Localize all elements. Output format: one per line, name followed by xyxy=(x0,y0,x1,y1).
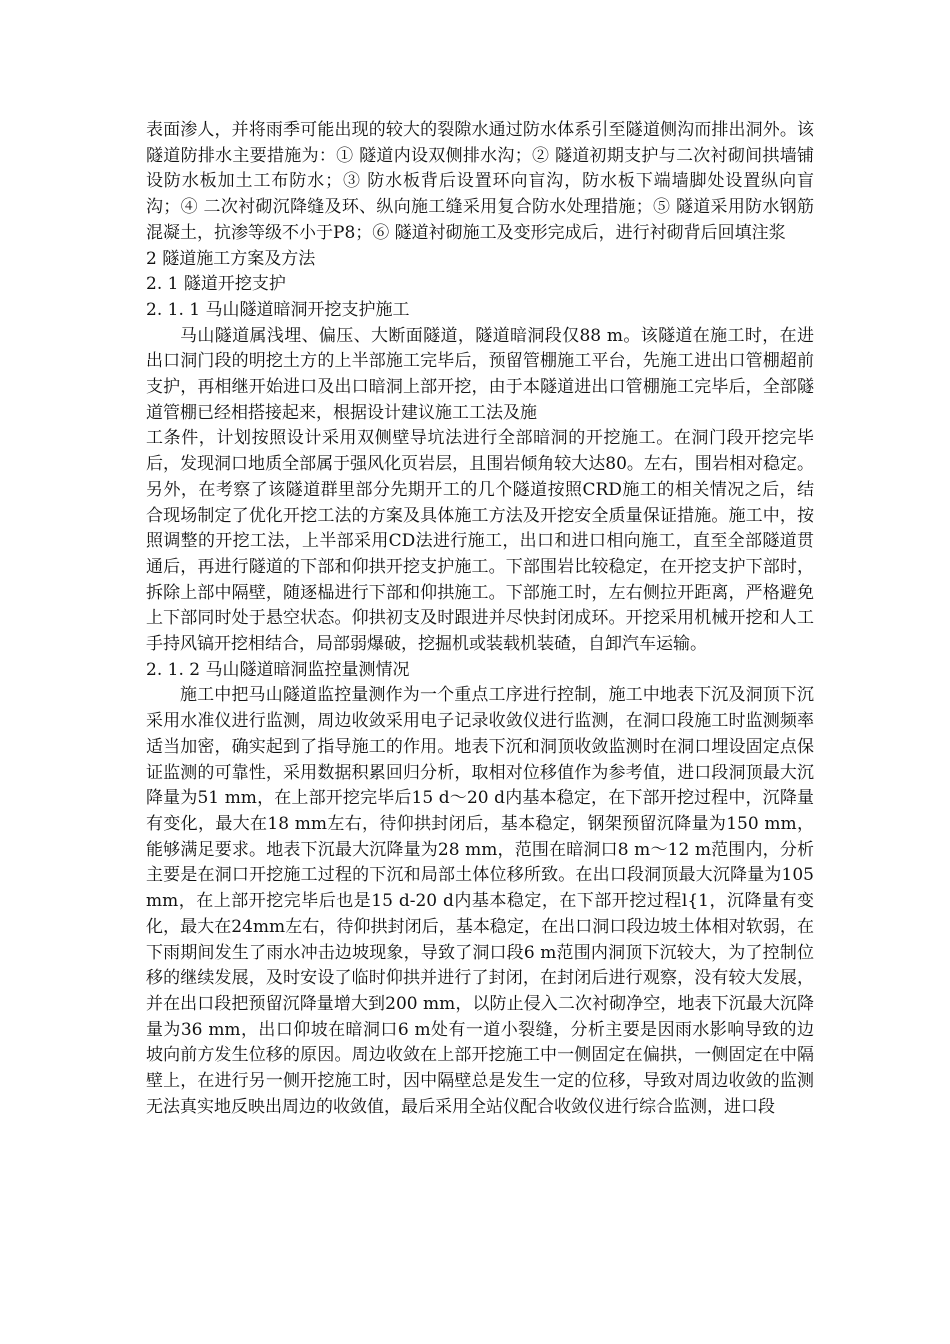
document-body xyxy=(146,118,814,1120)
section-heading-2-1: 2. 1 隧道开挖支护 xyxy=(146,274,286,295)
paragraph-monitoring: 施工中把马山隧道监控量测作为一个重点工序进行控制，施工中地表下沉及洞顶下沉采用水准仪进行监测，周边收敛采用电子记录收敛仪进行监测，在洞口段施工时监测频率适当加密，确实起到了指导施工的作用。地表下沉和洞顶收敛监测时在洞口埋设固定点保证监测的可靠性，采用数据积累回归分析，取相对位移值作为参考值，进口段洞顶最大沉降量为51 mm，在上部开挖完毕后15 d～20 d内基本稳定，在下部开挖过程中，沉降量有变化，最大在18 mm左右，待仰拱封闭后，基本稳定，钢架预留沉降量为150 mm，能够满足要求。地表下沉最大沉降量为28 mm，范围在暗洞口8 m～12 m范围内，分析主要是在洞口开挖施工过程的下沉和局部土体位移所致。在出口段洞顶最大沉降量为105 mm，在上部开挖完毕后也是15 d-20 d内基本稳定，在下部开挖过程l{1，沉降量有变化，最大在24mm左右，待仰拱封闭后，基本稳定，在出口洞口段边坡土体相对软弱，在下雨期间发生了雨水冲击边坡现象，导致了洞口段6 m范围内洞顶下沉较大，为了控制位移的继续发展，及时安设了临时仰拱并进行了封闭，在封闭后进行观察，没有较大发展，并在出口段把预留沉降量增大到200 mm，以防止侵入二次衬砌净空，地表下沉最大沉降量为36 mm，出口仰坡在暗洞口6 m处有一道小裂缝，分析主要是因雨水影响导致的边坡向前方发生位移的原因。周边收敛在上部开挖施工中一侧固定在偏拱，一侧固定在中隔壁上，在进行另一侧开挖施工时，因中隔壁总是发生一定的位移，导致对周边收敛的监测无法真实地反映出周边的收敛值，最后采用全站仪配合收敛仪进行综合监测，进口段 xyxy=(146,685,814,1117)
paragraph-drainage-measures: 表面渗人，并将雨季可能出现的较大的裂隙水通过防水体系引至隧道侧沟而排出洞外。该隧道防排水主要措施为：① 隧道内设双侧排水沟；② 隧道初期支护与二次衬砌间拱墙铺设防水板加土工布防水；③ 防水板背后设置环向盲沟，防水板下端墙脚处设置纵向盲沟；④ 二次衬砌沉降缝及环、纵向施工缝采用复合防水处理措施；⑤ 隧道采用防水钢筋混凝土，抗渗等级不小于P8；⑥ 隧道衬砌施工及变形完成后，进行衬砌背后回填注浆 xyxy=(146,120,814,243)
section-heading-2-1-1: 2. 1. 1 马山隧道暗洞开挖支护施工 xyxy=(146,299,410,320)
paragraph-excavation-intro: 马山隧道属浅埋、偏压、大断面隧道，隧道暗洞段仅88 m。该隧道在施工时，在进出口洞门段的明挖土方的上半部施工完毕后，预留管棚施工平台，先施工进出口管棚超前支护，再相继开始进口及出口暗洞上部开挖，由于本隧道进出口管棚施工完毕后，全部隧道管棚已经相搭接起来，根据设计建议施工工法及施 xyxy=(146,325,814,423)
paragraph-excavation-method: 工条件，计划按照设计采用双侧壁导坑法进行全部暗洞的开挖施工。在洞门段开挖完毕后，发现洞口地质全部属于强风化页岩层，且围岩倾角较大达80。左右，围岩相对稳定。另外，在考察了该隧道群里部分先期开工的几个隧道按照CRD施工的相关情况之后，结合现场制定了优化开挖工法的方案及具体施工方法及开挖安全质量保证措施。施工中，按照调整的开挖工法，上半部采用CD法进行施工，出口和进口相向施工，直至全部隧道贯通后，再进行隧道的下部和仰拱开挖支护施工。下部围岩比较稳定，在开挖支护下部时，拆除上部中隔壁，随逐榀进行下部和仰拱施工。下部施工时，左右侧拉开距离，严格避免上下部同时处于悬空状态。仰拱初支及时跟进并尽快封闭成环。开挖采用机械开挖和人工手持风镐开挖相结合，局部弱爆破，挖掘机或装载机装碴，自卸汽车运输。 xyxy=(146,428,814,655)
section-heading-2-1-2: 2. 1. 2 马山隧道暗洞监控量测情况 xyxy=(146,659,410,680)
section-heading-2: 2 隧道施工方案及方法 xyxy=(146,248,316,269)
